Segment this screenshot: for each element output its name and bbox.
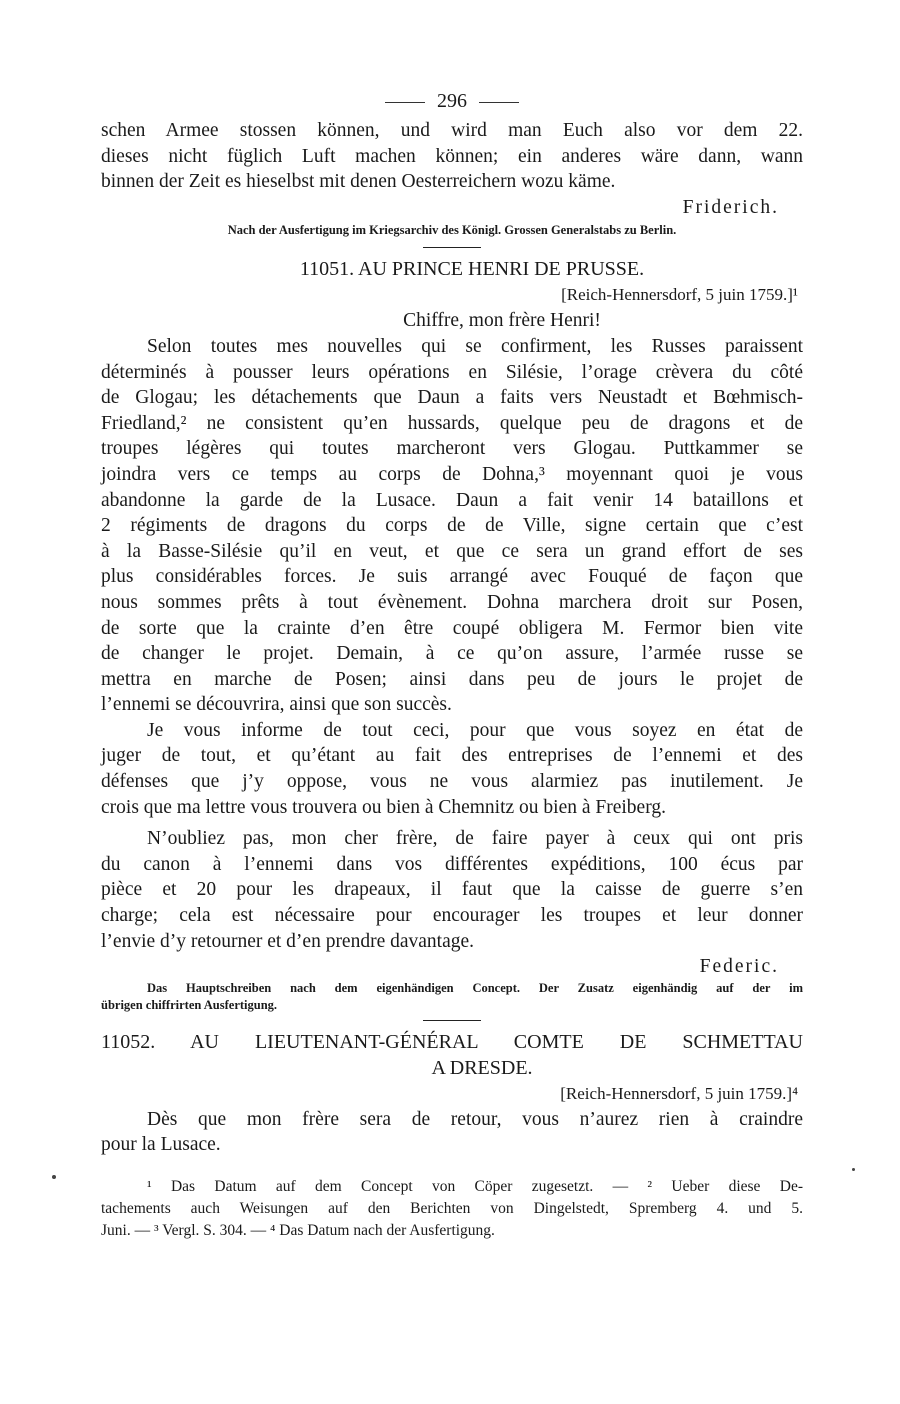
header-dash-right: [479, 102, 519, 103]
text-line: pour la Lusace.: [101, 1134, 221, 1156]
text-line: crois que ma lettre vous trouvera ou bien à Chemnitz ou bien à Freiberg.: [101, 796, 666, 818]
text-line: déterminés à pousser leurs opérations en Silésie, l’orage crèvera du côté: [101, 361, 803, 383]
letter-title-continued: A DRESDE.: [431, 1056, 533, 1079]
text-line: à la Basse-Silésie qu’il en veut, et que ce sera un grand effort de ses: [101, 540, 803, 562]
footnotes: [101, 1176, 803, 1242]
footnote-line: ¹ Das Datum auf dem Concept von Cöper zugesetzt. — ² Ueber diese De-: [147, 1178, 803, 1195]
scan-speck: [52, 1175, 56, 1179]
signature-friderich: Friderich.: [682, 196, 779, 218]
text-line: troupes légères qui toutes marcheront vers Glogau. Puttkammer se: [101, 438, 803, 460]
text-line: l’ennemi se découvrira, ainsi que son succès.: [101, 694, 452, 716]
source-note: Nach der Ausfertigung im Kriegsarchiv des Königl. Grossen Generalstabs zu Berlin.: [227, 223, 677, 238]
page-header: [101, 84, 803, 118]
letter-title: 11051. AU PRINCE HENRI DE PRUSSE.: [299, 258, 645, 281]
text-line: mettra en marche de Posen; ainsi dans peu de jours le projet de: [101, 668, 803, 690]
text-line: abandonne la garde de la Lusace. Daun a fait venir 14 bataillons et: [101, 489, 803, 511]
footnote-line: tachements auch Weisungen auf den Berichten von Dingelstedt, Spremberg 4. und 5.: [101, 1200, 803, 1217]
text-line: binnen der Zeit es hieselbst mit denen Oesterreichern wozu käme.: [101, 171, 616, 193]
text-line: Je vous informe de tout ceci, pour que vous soyez en état de: [147, 719, 803, 741]
text-line: de sorte que la crainte d’en être coupé obligera M. Fermor bien vite: [101, 617, 803, 639]
footnote-gap: [101, 1158, 803, 1168]
text-line: l’envie d’y retourner et d’en prendre davantage.: [101, 930, 475, 952]
letter-dateline: [Reich-Hennersdorf, 5 juin 1759.]¹: [561, 285, 798, 305]
text-line: pièce et 20 pour les drapeaux, il faut que la caisse de guerre s’en: [101, 879, 803, 901]
text-line: schen Armee stossen können, und wird man Euch also vor dem 22.: [101, 120, 803, 141]
source-note-2: [101, 980, 803, 1014]
source-line: übrigen chiffrirten Ausfertigung.: [101, 997, 278, 1012]
footnote-line: Juni. — ³ Vergl. S. 304. — ⁴ Das Datum nach der Ausfertigung.: [101, 1222, 495, 1239]
text-line: juger de tout, et qu’étant au fait des entreprises de l’ennemi et des: [101, 745, 803, 767]
letter-paragraph-2: [101, 718, 803, 820]
text-line: de changer le projet. Demain, à ce qu’on assure, l’armée russe se: [101, 643, 803, 665]
text-line: plus considérables forces. Je suis arrangé avec Fouqué de façon que: [101, 566, 803, 588]
source-line: Das Hauptschreiben nach dem eigenhändigen Concept. Der Zusatz eigenhändig auf der im: [147, 980, 803, 995]
section-rule: [423, 1020, 481, 1021]
text-line: Dès que mon frère sera de retour, vous n’aurez rien à craindre: [147, 1108, 803, 1130]
letter-paragraph-3: [101, 826, 803, 954]
letter-dateline: [Reich-Hennersdorf, 5 juin 1759.]⁴: [560, 1083, 798, 1103]
letter-body: [101, 1107, 803, 1158]
header-dash-left: [385, 102, 425, 103]
text-line: 2 régiments de dragons du corps de de Ville, signe certain que c’est: [101, 515, 803, 537]
page-number: 296: [437, 90, 467, 112]
section-rule: [423, 247, 481, 248]
letter-title: 11052. AU LIEUTENANT-GÉNÉRAL COMTE DE SCHMETTAU: [101, 1030, 803, 1053]
page: [101, 84, 803, 1242]
text-line: joindra vers ce temps au corps de Dohna,³ moyennant quoi je vous: [101, 463, 803, 485]
text-line: dieses nicht füglich Luft machen können; ein anderes wäre dann, wann: [101, 145, 803, 167]
text-line: N’oubliez pas, mon cher frère, de faire payer à ceux qui ont pris: [147, 828, 803, 850]
continuation-text: [101, 118, 803, 195]
letter-paragraph-1: [101, 334, 803, 718]
signature-federic: Federic.: [699, 956, 779, 978]
text-line: Selon toutes mes nouvelles qui se confirment, les Russes paraissent: [147, 335, 803, 357]
text-line: du canon à l’ennemi dans vos différentes expéditions, 100 écus par: [101, 853, 803, 875]
text-line: défenses que j’y oppose, vous ne vous alarmiez pas inutilement. Je: [101, 771, 803, 793]
text-line: charge; cela est nécessaire pour encourager les troupes et leur donner: [101, 905, 803, 927]
scan-speck: [852, 1168, 855, 1171]
text-line: Friedland,² ne consistent qu’en hussards, quelque peu de dragons et de: [101, 412, 803, 434]
letter-salutation: Chiffre, mon frère Henri!: [403, 310, 601, 332]
text-line: nous sommes prêts à tout évènement. Dohna marchera droit sur Posen,: [101, 591, 803, 613]
text-line: de Glogau; les détachements que Daun a faits vers Neustadt et Bœhmisch-: [101, 387, 803, 409]
